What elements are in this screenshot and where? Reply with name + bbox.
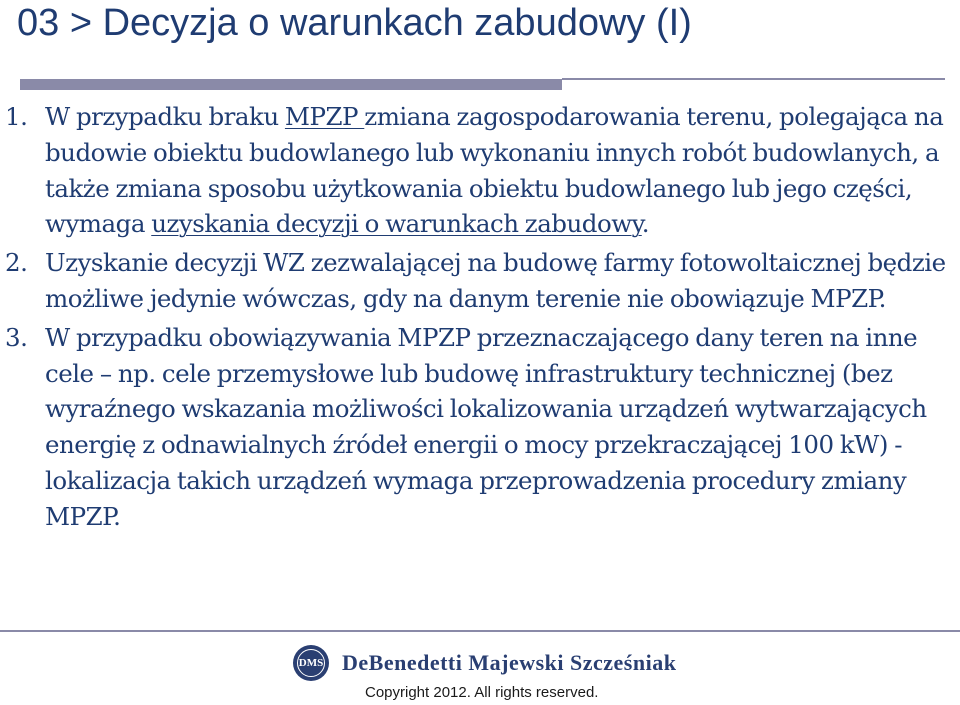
decision-link[interactable]: uzyskania decyzji o warunkach zabudowy bbox=[151, 209, 642, 239]
title-underline-rule bbox=[562, 78, 945, 80]
list-item-3 bbox=[0, 320, 960, 535]
copyright-notice: Copyright 2012. All rights reserved. bbox=[365, 684, 599, 701]
title-underline-bar bbox=[20, 79, 562, 90]
mpzp-link[interactable]: MPZP bbox=[284, 102, 365, 131]
list-item-text: W przypadku braku bbox=[45, 102, 285, 131]
footer-rule bbox=[0, 630, 960, 632]
company-logo bbox=[293, 643, 676, 683]
list-item-text: W przypadku obowiązywania MPZP przeznaczającego dany teren na inne cele – np. cele przemysłowe lub budowę infrastruktury technicznej (bez wyraźnego wskazania możliwości lokalizowania urządzeń wytwarzających energię z odnawialnych źródeł energii o mocy przekraczającej 100 kW) - lokalizacja takich urządzeń wymaga przeprowadzenia procedury zmiany MPZP. bbox=[45, 322, 927, 531]
list-item-2 bbox=[0, 245, 960, 317]
list-item-number: 1. bbox=[5, 102, 28, 131]
list-item-text: . bbox=[641, 209, 650, 239]
list-item-text: zmiana zagospodarowania terenu, polegająca na budowie obiektu budowlanego lub wykonaniu innych robót budowlanych, a także zmiana sposobu użytkowania obiektu budowlanego lub jego części, wymaga bbox=[45, 102, 944, 239]
logo-text: DeBenedetti Majewski Szcześniak bbox=[342, 650, 677, 675]
slide-title: 03 > Decyzja o warunkach zabudowy (I) bbox=[17, 2, 692, 44]
list-item-1 bbox=[0, 99, 960, 242]
list-item-number: 2. bbox=[5, 248, 28, 278]
logo-mark-text: DMS bbox=[298, 657, 324, 669]
slide-content bbox=[0, 99, 960, 535]
list-item-number: 3. bbox=[5, 322, 28, 352]
logo-seal-icon bbox=[293, 645, 329, 681]
list-item-text: Uzyskanie decyzji WZ zezwalającej na budowę farmy fotowoltaicznej będzie możliwe jedynie wówczas, gdy na danym terenie nie obowiązuje MPZP. bbox=[45, 248, 946, 313]
